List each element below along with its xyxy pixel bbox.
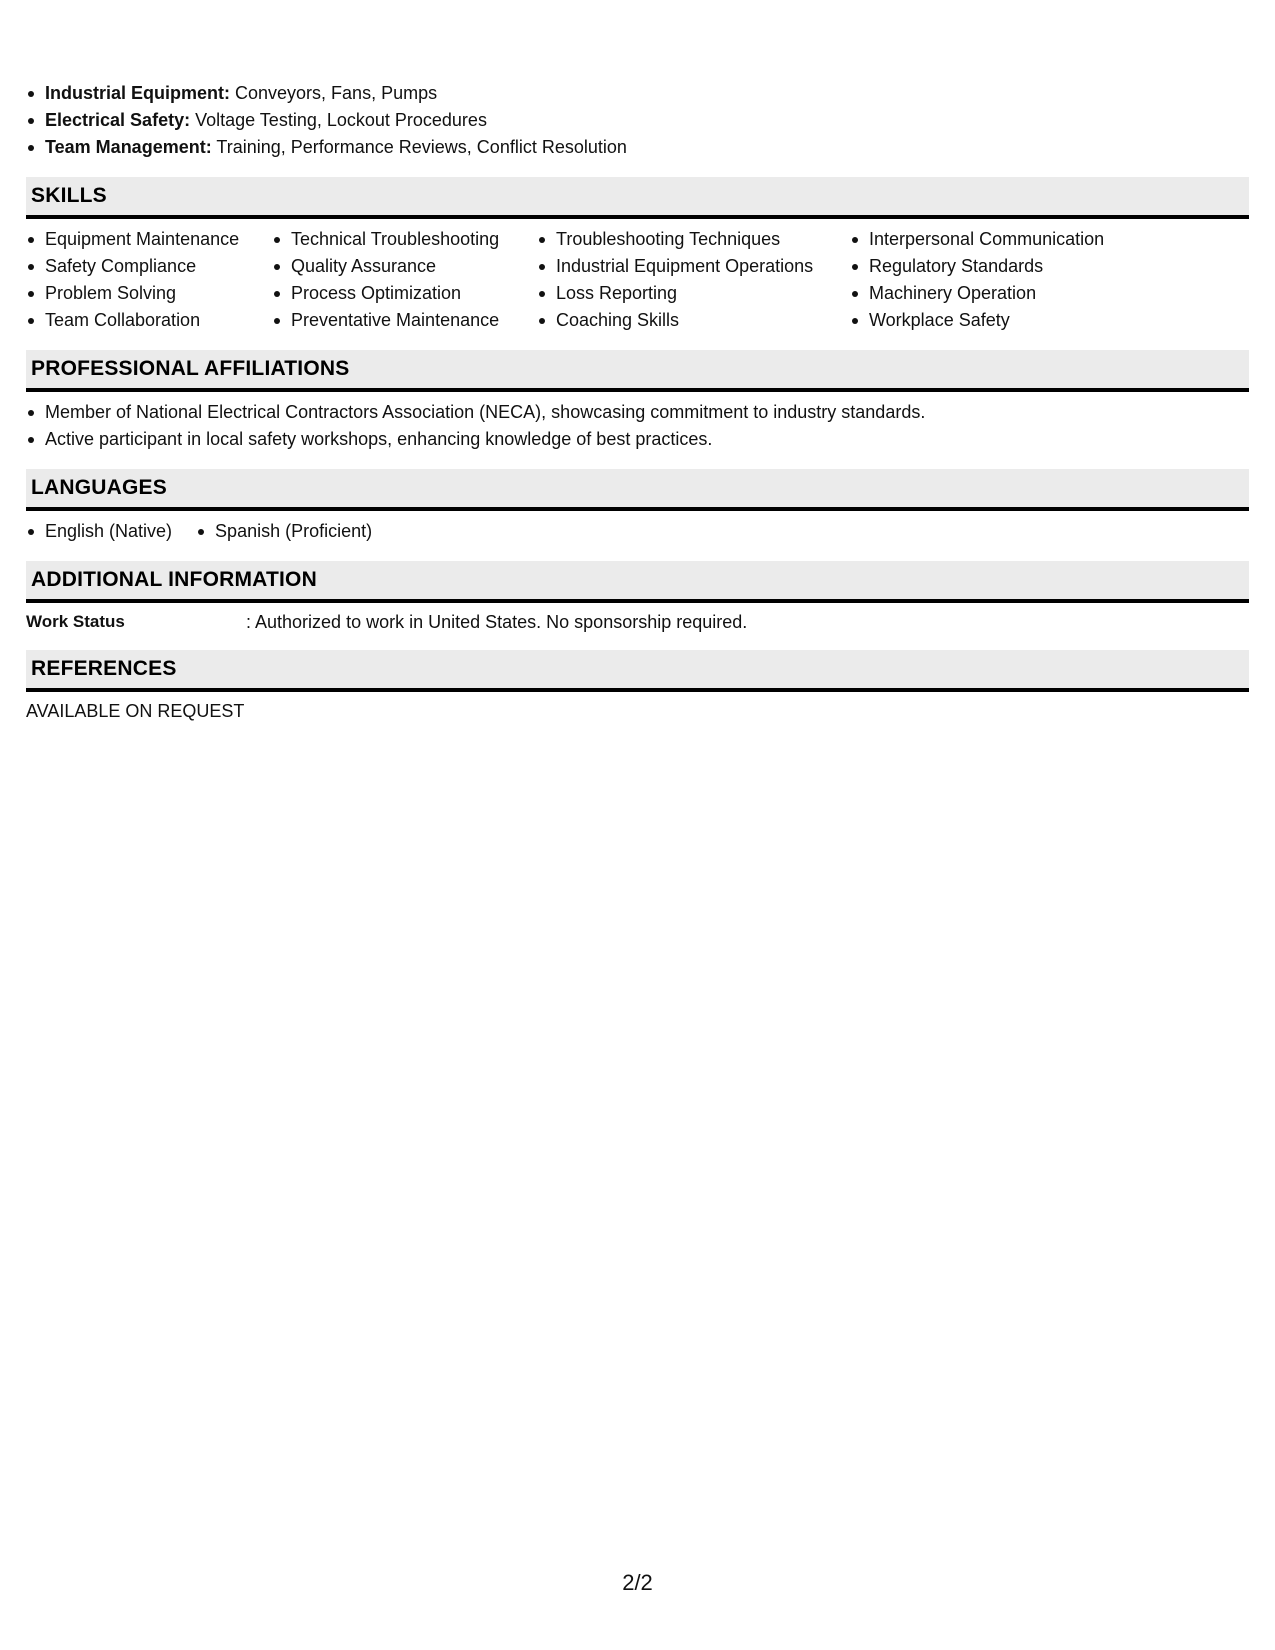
affiliations-list (26, 399, 1249, 453)
references-section-header (26, 650, 1249, 692)
work-status-row (26, 610, 1249, 634)
skill-item: Team Collaboration (26, 307, 272, 334)
list-item (26, 80, 1249, 107)
page-number: 2/2 (622, 1570, 653, 1595)
skills-grid (26, 226, 1249, 334)
skill-item: Industrial Equipment Operations (537, 253, 850, 280)
section-title: LANGUAGES (31, 476, 167, 499)
skills-column (537, 226, 850, 334)
additional-info-section-header (26, 561, 1249, 603)
item-text: Voltage Testing, Lockout Procedures (190, 110, 487, 130)
skill-item: Preventative Maintenance (272, 307, 537, 334)
item-label: Industrial Equipment: (45, 83, 231, 103)
skill-item: Loss Reporting (537, 280, 850, 307)
languages-section-header (26, 469, 1249, 511)
item-text: Conveyors, Fans, Pumps (230, 83, 438, 103)
item-label: Electrical Safety: (45, 110, 191, 130)
skill-item: Technical Troubleshooting (272, 226, 537, 253)
section-title: ADDITIONAL INFORMATION (31, 568, 317, 591)
language-item: Spanish (Proficient) (196, 518, 372, 545)
skill-item: Process Optimization (272, 280, 537, 307)
item-label: Team Management: (45, 137, 212, 157)
skill-item: Troubleshooting Techniques (537, 226, 850, 253)
skills-column (272, 226, 537, 334)
skills-column (850, 226, 1170, 334)
skill-item: Quality Assurance (272, 253, 537, 280)
work-status-label: Work Status (26, 612, 125, 631)
skill-item: Problem Solving (26, 280, 272, 307)
item-text: Training, Performance Reviews, Conflict Resolution (211, 137, 627, 157)
skill-item: Regulatory Standards (850, 253, 1170, 280)
languages-list (26, 518, 1249, 545)
skill-item: Interpersonal Communication (850, 226, 1170, 253)
section-title: PROFESSIONAL AFFILIATIONS (31, 357, 350, 380)
affiliation-item: Member of National Electrical Contractors Association (NECA), showcasing commitment to industry standards. (26, 399, 1249, 426)
skills-column (26, 226, 272, 334)
work-status-value: : Authorized to work in United States. No sponsorship required. (246, 612, 748, 632)
list-item (26, 134, 1249, 161)
list-item (26, 107, 1249, 134)
skill-item: Workplace Safety (850, 307, 1170, 334)
skill-item: Equipment Maintenance (26, 226, 272, 253)
affiliation-item: Active participant in local safety workshops, enhancing knowledge of best practices. (26, 426, 1249, 453)
skill-item: Safety Compliance (26, 253, 272, 280)
skills-section-header (26, 177, 1249, 219)
resume-page (26, 80, 1249, 723)
section-title: SKILLS (31, 184, 107, 207)
experience-detail-list (26, 80, 1249, 161)
skill-item: Machinery Operation (850, 280, 1170, 307)
references-text: AVAILABLE ON REQUEST (26, 701, 245, 721)
section-title: REFERENCES (31, 657, 177, 680)
language-item: English (Native) (26, 518, 172, 545)
skill-item: Coaching Skills (537, 307, 850, 334)
affiliations-section-header (26, 350, 1249, 392)
